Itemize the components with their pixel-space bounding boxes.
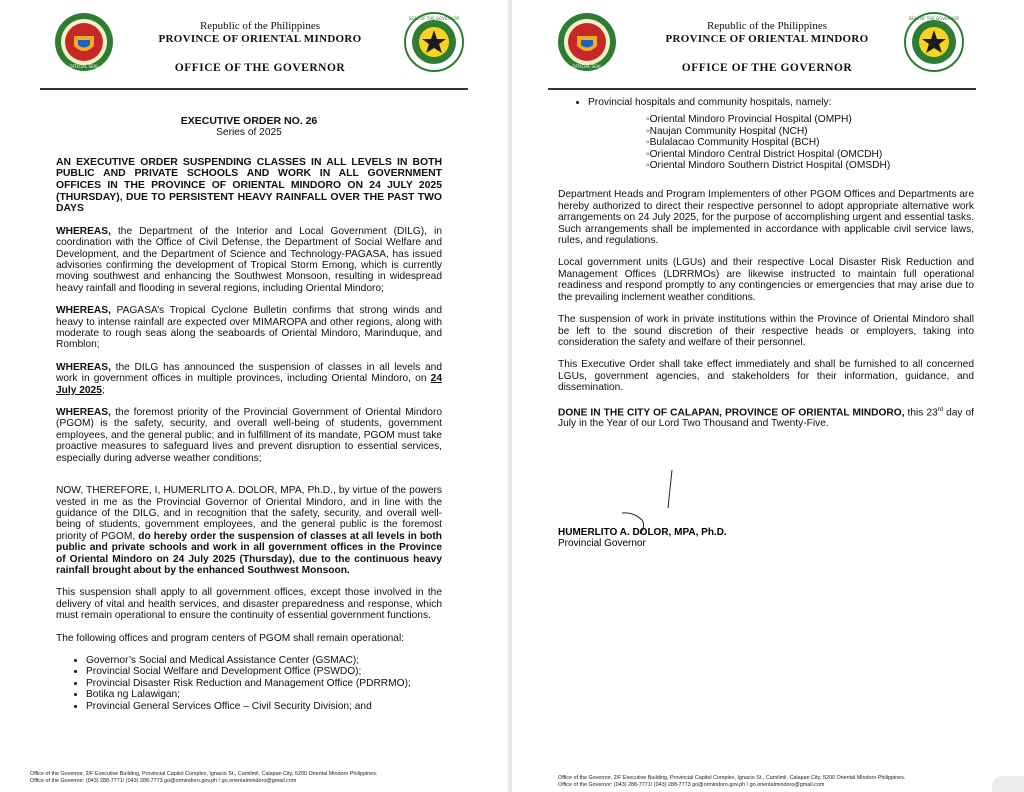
letterhead-text	[140, 20, 380, 74]
viewer-corner	[992, 776, 1024, 792]
signatory-title: Provincial Governor	[558, 538, 646, 549]
provincial-seal-icon	[54, 12, 114, 72]
letterhead	[0, 0, 508, 90]
svg-text:OFFICIAL SEAL: OFFICIAL SEAL	[69, 64, 99, 69]
list-item: ◦ Bulalacao Community Hospital (BCH)	[646, 137, 974, 148]
hospital-bullet	[558, 97, 974, 108]
now-therefore: NOW, THEREFORE, I, HUMERLITO A. DOLOR, MPA, Ph.D., by virtue of the powers vested in me as the Provincial Governor of Oriental Mindoro, and in line with the guidance of the DILG, and in recognition that the safety, security, and overall well-being of students, government employees, and the general public is the foremost priority of PGOM, do hereby order the suspension of classes at all levels in both public and private schools and work in all government offices in the Province of Oriental Mindoro on 24 July 2025 (Thursday), due to the continuous heavy rainfall brought about by the enhanced Southwest Monsoon.	[56, 485, 443, 576]
svg-text:SEAL OF THE GOVERNOR: SEAL OF THE GOVERNOR	[408, 16, 460, 21]
offices-intro: The following offices and program centers of PGOM shall remain operational:	[56, 632, 405, 644]
whereas-1: WHEREAS, the Department of the Interior and Local Government (DILG), in coordination with the Office of Civil Defense, the Department of Social Welfare and Development, and the Department of Science and Technology-PAGASA, has issued advisories confirming the development of Tropical Storm Emong, which is currently moving southwest and enhancing the Southwest Monsoon, resulting in widespread heavy rainfall and flooding in several regions, including Oriental Mindoro;	[56, 225, 442, 294]
whereas-2: WHEREAS, PAGASA’s Tropical Cyclone Bulletin confirms that strong winds and heavy to intense rainfall are expected over MIMAROPA and other regions, along with moderate to rough seas along the seaboards of Oriental Mindoro, Marinduque, and Romblon;	[56, 305, 442, 351]
operational-offices-list	[56, 655, 442, 712]
list-item: • Provincial General Services Office – Civil Security Division; and	[86, 701, 442, 712]
province-line: PROVINCE OF ORIENTAL MINDORO	[158, 33, 362, 45]
page1-body	[56, 116, 442, 722]
whereas-4: WHEREAS, the foremost priority of the Provincial Government of Oriental Mindoro (PGOM) is the safety, security, and overall well-being of students, government employees, and the general public; and in fulfillment of its mandate, PGOM must take proactive measures to safeguard lives and prevent disruption to essential services, especially during adverse weather conditions;	[56, 407, 442, 464]
svg-text:OFFICIAL SEAL: OFFICIAL SEAL	[572, 64, 602, 69]
lgu-paragraph: Local government units (LGUs) and their respective Local Disaster Risk Reduction and Management Offices (LDRRMOs) are likewise instructed to maintain full operational readiness and respond promptly to any contingencies or emergencies that may arise due to the prevailing inclement weather conditions.	[558, 257, 974, 303]
province-line: PROVINCE OF ORIENTAL MINDORO	[665, 33, 869, 45]
list-item: ◦ Oriental Mindoro Central District Hospital (OMCDH)	[646, 149, 974, 160]
suspension-paragraph: This suspension shall apply to all government offices, except those involved in the delivery of vital and health services, and disaster preparedness and response, which must remain operational to ensure the continuity of essential government functions.	[56, 587, 442, 622]
provincial-seal-icon	[557, 12, 617, 72]
letterhead-text	[652, 20, 882, 74]
list-item: • Provincial Disaster Risk Reduction and Management Office (PDRRMO);	[86, 678, 442, 689]
svg-text:SEAL OF THE GOVERNOR: SEAL OF THE GOVERNOR	[908, 16, 960, 21]
list-item: ◦ Oriental Mindoro Provincial Hospital (OMPH)	[646, 114, 974, 125]
signatory-name: HUMERLITO A. DOLOR, MPA, Ph.D.	[558, 527, 727, 538]
eo-title: AN EXECUTIVE ORDER SUSPENDING CLASSES IN ALL LEVELS IN BOTH PUBLIC AND PRIVATE SCHOOLS AND WORK IN ALL GOVERNMENT OFFICES IN THE PROVINCE OF ORIENTAL MINDORO ON 24 JULY 2025 (THURSDAY), DUE TO PERSISTENT HEAVY RAINFALL OVER THE PAST TWO DAYS	[56, 156, 442, 215]
republic-line: Republic of the Philippines	[706, 20, 828, 32]
list-item: ◦ Oriental Mindoro Southern District Hospital (OMSDH)	[646, 160, 974, 171]
list-item: • Governor’s Social and Medical Assistance Center (GSMAC);	[86, 655, 442, 666]
eo-series: Series of 2025	[216, 127, 282, 139]
letterhead	[512, 0, 1024, 90]
hospital-list	[558, 114, 974, 171]
header-divider	[40, 88, 468, 90]
private-institutions-paragraph: The suspension of work in private institutions within the Province of Oriental Mindoro shall be left to the sound discretion of their respective heads or employers, taking into consideration the safety and welfare of their personnel.	[558, 314, 974, 348]
eo-heading	[56, 116, 442, 139]
signature-block	[558, 527, 727, 549]
done-paragraph: DONE IN THE CITY OF CALAPAN, PROVINCE OF ORIENTAL MINDORO, this 23rd day of July in the Year of our Lord Two Thousand and Twenty-Five.	[558, 406, 974, 430]
list-item: • Provincial hospitals and community hospitals, namely:	[588, 97, 974, 108]
list-item: • Provincial Social Welfare and Development Office (PSWDO);	[86, 666, 442, 677]
page2-body	[558, 97, 974, 441]
effectivity-paragraph: This Executive Order shall take effect immediately and shall be furnished to all concerned LGUs, government agencies, and stakeholders for their information, guidance, and dissemination.	[558, 359, 974, 394]
page1-footer: Office of the Governor, 2/F Executive Building, Provincial Capitol Complex, Ignacio St., Camilmil, Calapan City, 5200 Oriental Mindoro Philippines. Office of the Governor: (043) 288-7771/ (043) 288-7773 go@ormindoro.gov.ph / go.orientalmindoro@gmail.com	[30, 771, 378, 784]
header-divider	[548, 88, 976, 90]
document-page-2	[512, 0, 1024, 792]
list-item: • Botika ng Lalawigan;	[86, 689, 442, 700]
alternative-work-paragraph: Department Heads and Program Implementers of other PGOM Offices and Departments are hereby authorized to direct their respective personnel to adopt appropriate alternative work arrangements on 24 July 2025, for the purpose of accomplishing urgent and essential tasks. Such arrangements shall be implemented in accordance with applicable civil service laws, rules, and regulations.	[558, 189, 974, 247]
page2-footer: Office of the Governor, 2/F Executive Building, Provincial Capitol Complex, Ignacio St., Camilmil, Calapan City, 5200 Oriental Mindoro Philippines. Office of the Governor: (043) 288-7771/ (043) 288-7773 go@ormindoro.gov.ph / go.orientalmindoro@gmail.com	[558, 775, 906, 788]
list-item: ◦ Naujan Community Hospital (NCH)	[646, 126, 974, 137]
office-line: OFFICE OF THE GOVERNOR	[681, 62, 853, 74]
governor-seal-icon	[904, 12, 964, 72]
eo-number: EXECUTIVE ORDER NO. 26	[180, 115, 318, 127]
office-line: OFFICE OF THE GOVERNOR	[174, 62, 346, 74]
document-page-1	[0, 0, 508, 792]
whereas-3: WHEREAS, the DILG has announced the suspension of classes in all levels and work in government offices in multiple provinces, including Oriental Mindoro, on 24 July 2025;	[56, 361, 442, 396]
republic-line: Republic of the Philippines	[199, 20, 321, 32]
governor-seal-icon	[404, 12, 464, 72]
